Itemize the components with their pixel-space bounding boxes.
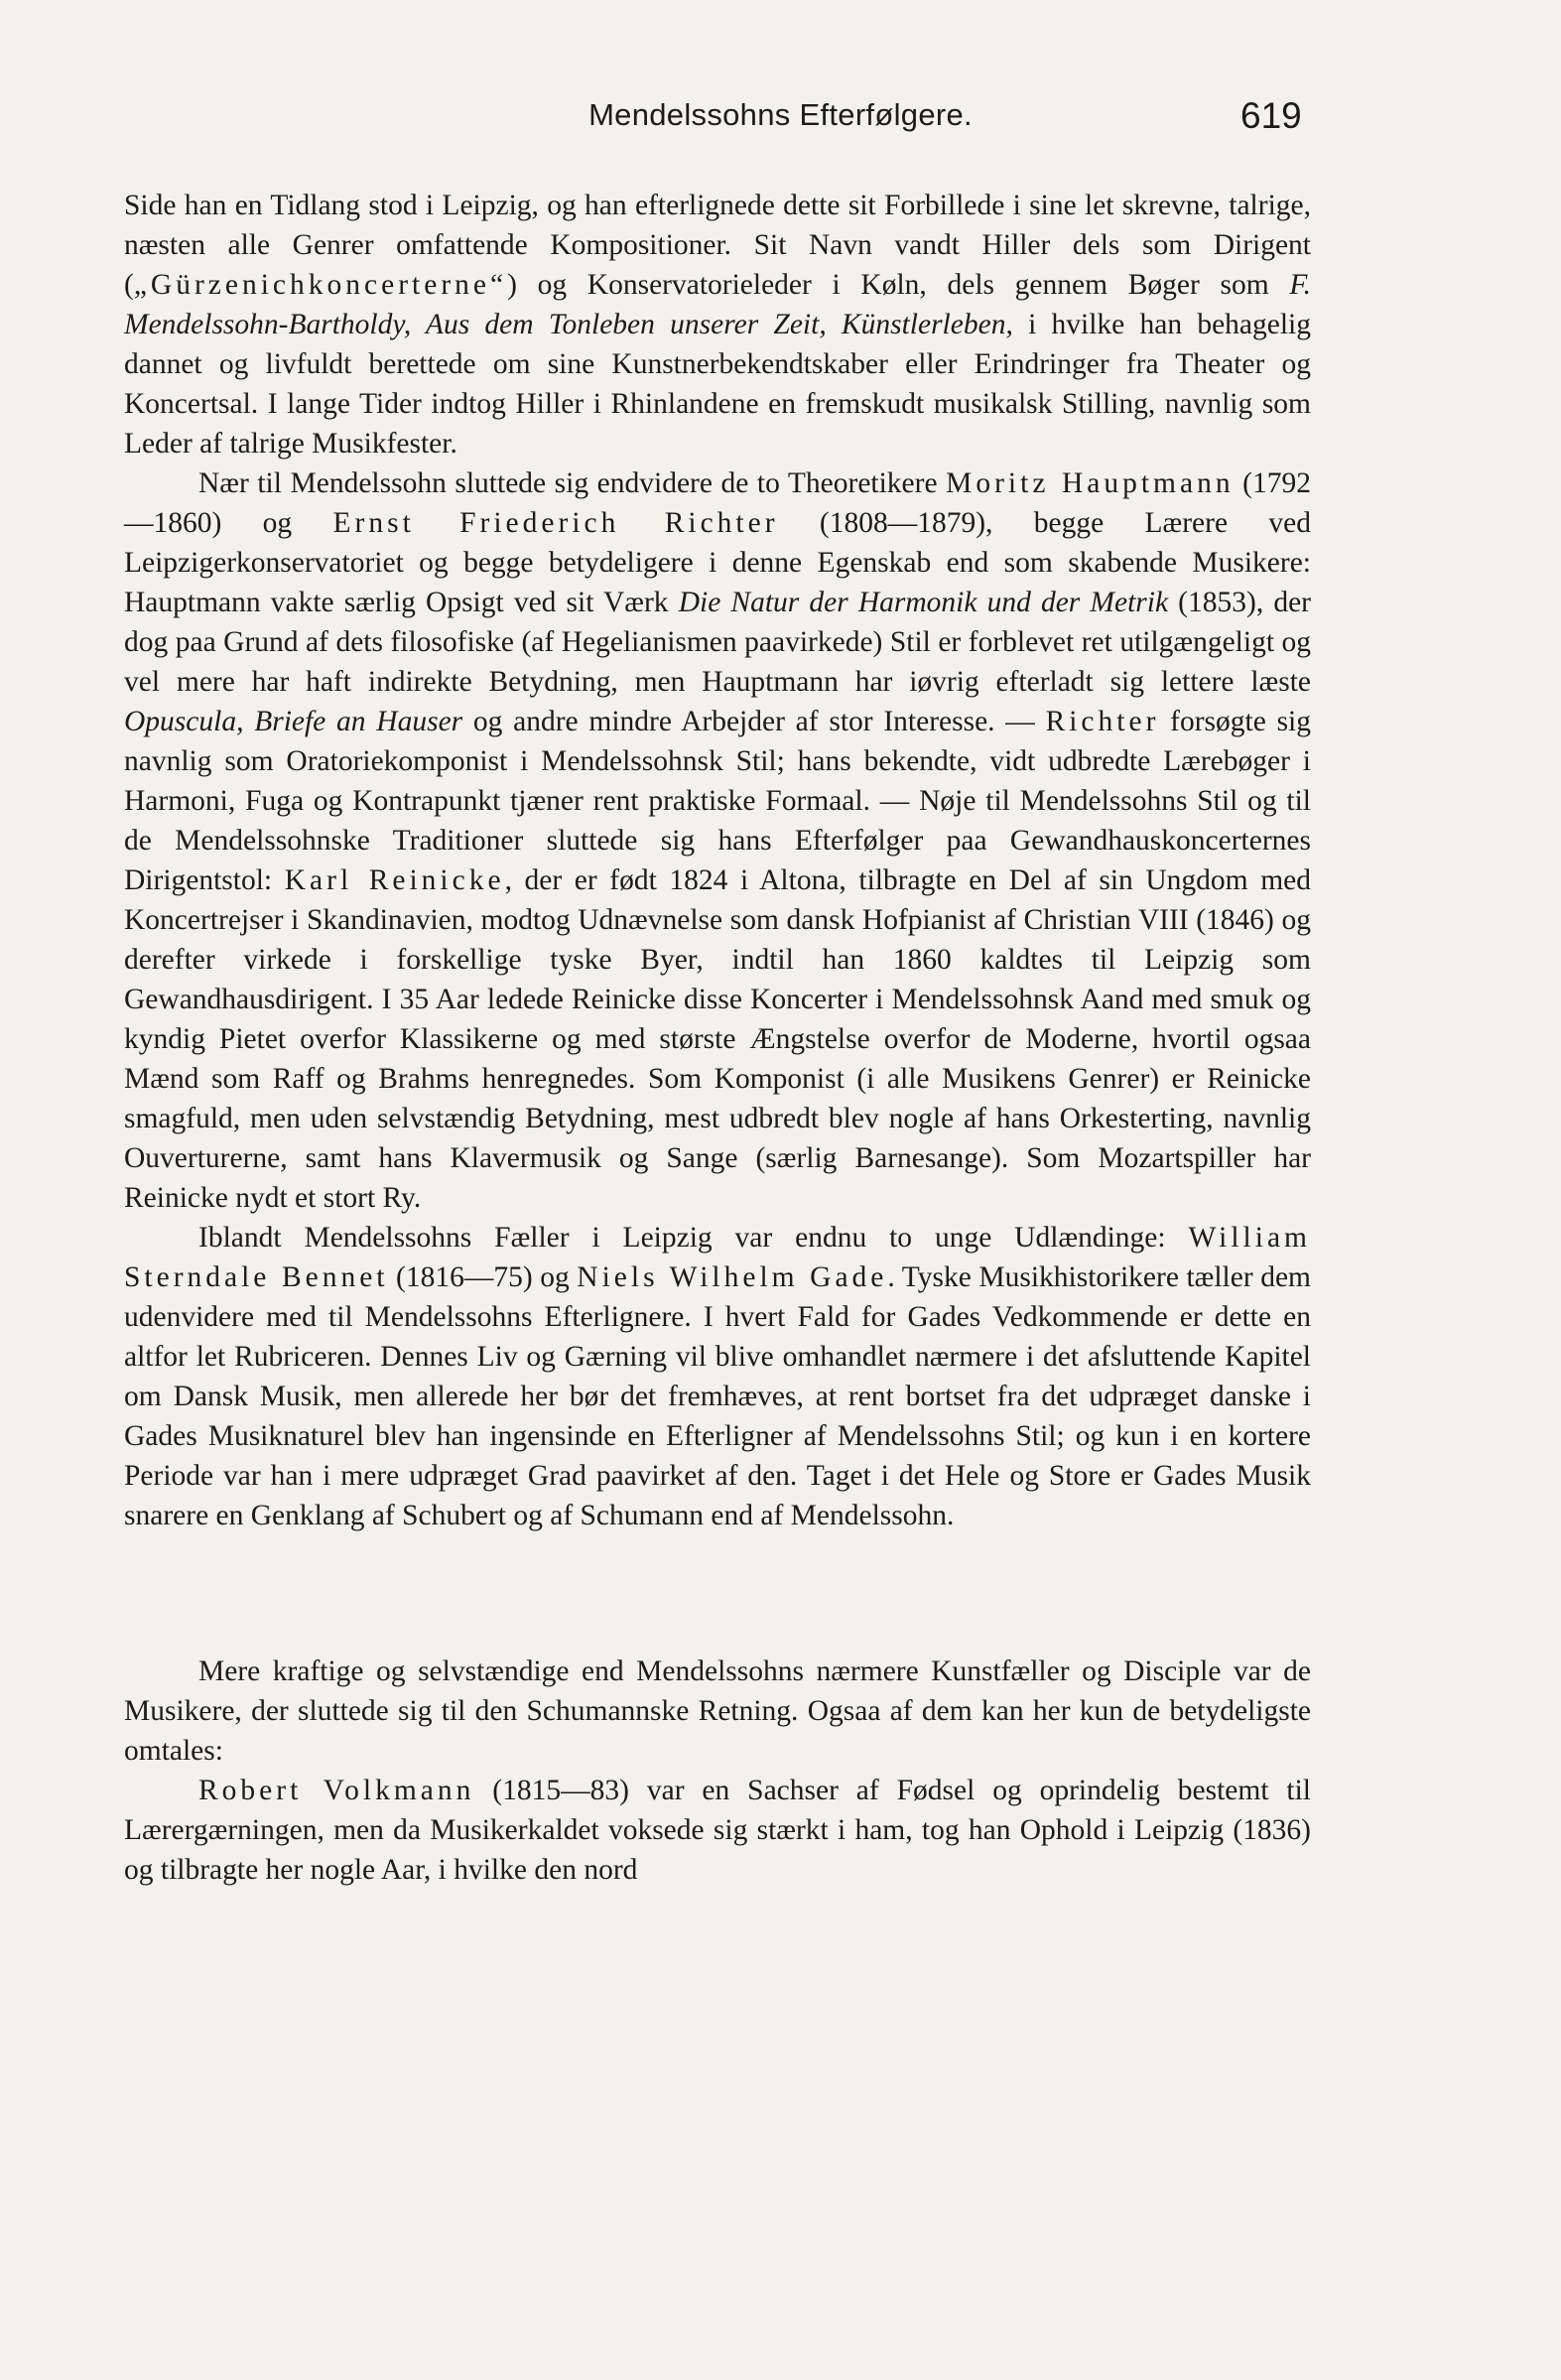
page-number: 619 xyxy=(1240,95,1302,136)
page-header xyxy=(0,97,1561,147)
paragraph-volkmann: Robert Volkmann (1815—83) var en Sachser af Fødsel og oprindelig bestemt til Lærergærningen, men da Musikerkaldet voksede sig stærkt i ham, tog han Ophold i Leipzig (1836) og tilbragte her nogle Aar, i hvilke den nord xyxy=(124,1775,1312,1886)
paragraph-hiller: Side han en Tidlang stod i Leipzig, og han efterlignede dette sit Forbillede i sine let skrevne, talrige, næsten alle Genrer omfattende Kompositioner. Sit Navn vandt Hiller dels som Dirigent („Gürzenichkoncerterne“) og Konservatorieleder i Køln, dels gennem Bøger som F. Mendelssohn-Bartholdy, Aus dem Tonleben unserer Zeit, Künstlerleben, i hvilke han behagelig dannet og livfuldt berettede om sine Kunstnerbekendtskaber eller Erindringer fra Theater og Koncertsal. I lange Tider indtog Hiller i Rhinlandene en fremskudt musikalsk Stilling, navnlig som Leder af talrige Musikfester. xyxy=(124,190,1312,460)
paragraph-schumann-school: Mere kraftige og selvstændige end Mendelssohns nærmere Kunstfæller og Disciple var de Musikere, der sluttede sig til den Schumannske Retning. Ogsaa af dem kan her kun de betydeligste omtales: xyxy=(124,1655,1311,1767)
page-body xyxy=(124,186,1311,1890)
running-title: Mendelssohns Efterfølgere. xyxy=(588,97,973,132)
paragraph-hauptmann-richter-reinicke: Nær til Mendelssohn sluttede sig endvidere de to Theoretikere Moritz Hauptmann (1792—1860) og Ernst Friederich Richter (1808—1879), begge Lærere ved Leipzigerkonservatoriet og begge betydeligere i denne Egenskab end som skabende Musikere: Hauptmann vakte særlig Opsigt ved sit Værk Die Natur der Harmonik und der Metrik (1853), der dog paa Grund af dets filosofiske (af Hegelianismen paavirkede) Stil er forblevet ret utilgængeligt og vel mere har haft indirekte Betydning, men Hauptmann har iøvrig efterladt sig lettere læste Opuscula, Briefe an Hauser og andre mindre Arbejder af stor Interesse. — Richter forsøgte sig navnlig som Oratoriekomponist i Mendelssohnsk Stil; hans bekendte, vidt udbredte Lærebøger i Harmoni, Fuga og Kontrapunkt tjæner rent praktiske Formaal. — Nøje til Mendelssohns Stil og til de Mendelssohnske Traditioner sluttede sig hans Efterfølger paa Gewandhauskoncerternes Dirigentstol: Karl Reinicke, der er født 1824 i Altona, tilbragte en Del af sin Ungdom med Koncertrejser i Skandinavien, modtog Udnævnelse som dansk Hofpianist af Christian VIII (1846) og derefter virkede i forskellige tyske Byer, indtil han 1860 kaldtes til Leipzig som Gewandhausdirigent. I 35 Aar ledede Reinicke disse Koncerter i Mendelssohnsk Aand med smuk og kyndig Pietet overfor Klassikerne og med største Ængstelse overfor de Moderne, hvortil ogsaa Mænd som Raff og Brahms henregnedes. Som Komponist (i alle Musikens Genrer) er Reinicke smagfuld, men uden selvstændig Betydning, mest udbredt blev nogle af hans Orkesterting, navnlig Ouverturerne, samt hans Klavermusik og Sange (særlig Barnesange). Som Mozartspiller har Reinicke nydt et stort Ry. xyxy=(124,467,1312,1214)
paragraph-bennet-gade: Iblandt Mendelssohns Fæller i Leipzig var endnu to unge Udlændinge: William Sterndale Bennet (1816—75) og Niels Wilhelm Gade. Tyske Musikhistorikere tæller dem udenvidere med til Mendelssohns Efterlignere. I hvert Fald for Gades Vedkommende er dette en altfor let Rubriceren. Dennes Liv og Gærning vil blive omhandlet nærmere i det afsluttende Kapitel om Dansk Musik, men allerede her bør det fremhæves, at rent bortset fra det udpræget danske i Gades Musiknaturel blev han ingensinde en Efterligner af Mendelssohns Stil; og kun i en kortere Periode var han i mere udpræget Grad paavirket af den. Taget i det Hele og Store er Gades Musik snarere en Genklang af Schubert og af Schumann end af Mendelssohn. xyxy=(124,1222,1311,1531)
section-break xyxy=(124,1535,1311,1652)
